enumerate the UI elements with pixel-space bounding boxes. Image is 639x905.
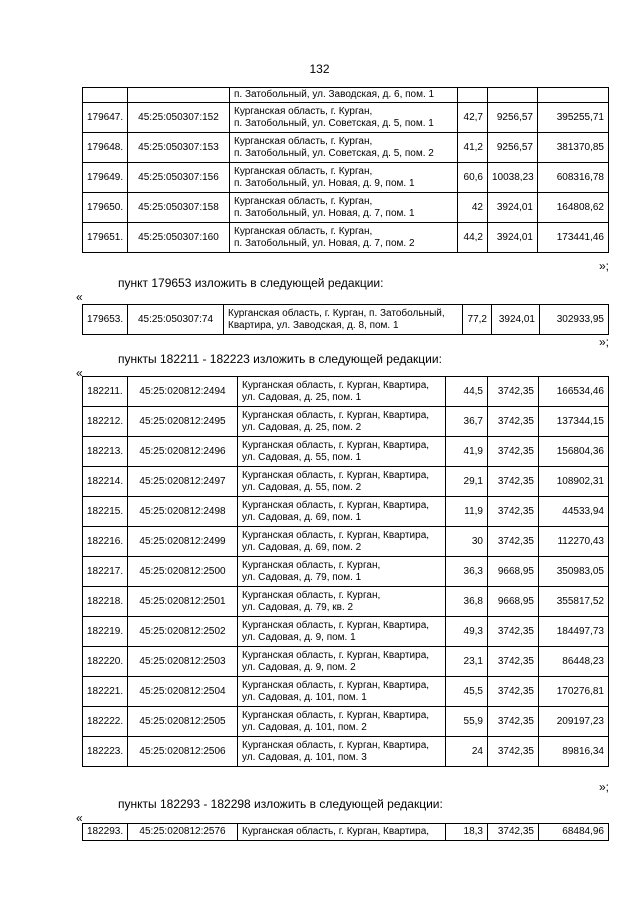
cadastral-number-cell: 45:25:020812:2502 xyxy=(128,617,238,647)
address-line: Квартира, ул. Заводская, д. 8, пом. 1 xyxy=(228,319,399,331)
address-cell xyxy=(224,305,463,335)
table-row xyxy=(83,467,609,497)
area-cell: 36,3 xyxy=(446,557,488,587)
cadastral-value-cell: 112270,43 xyxy=(539,527,609,557)
area-cell: 44,2 xyxy=(458,223,488,253)
address-line: Курганская область, г. Курган, Квартира, xyxy=(242,409,430,421)
address-cell xyxy=(238,647,446,677)
address-cell xyxy=(238,467,446,497)
row-number-cell: 182220. xyxy=(83,647,128,677)
address-line: ул. Садовая, д. 69, пом. 1 xyxy=(242,511,362,523)
closing-quote-3: »; xyxy=(599,780,610,794)
address-cell xyxy=(238,587,446,617)
cadastral-number-cell: 45:25:050307:156 xyxy=(128,163,230,193)
address-cell xyxy=(230,163,458,193)
cadastral-number-cell: 45:25:050307:152 xyxy=(128,103,230,133)
address-line: Курганская область, г. Курган, Квартира, xyxy=(242,649,430,661)
area-cell: 44,5 xyxy=(446,377,488,407)
cadastral-number-cell: 45:25:020812:2505 xyxy=(128,707,238,737)
address-line: Курганская область, г. Курган, п. Затобольный, xyxy=(228,307,445,319)
address-line: Курганская область, г. Курган, xyxy=(234,135,373,147)
row-number-cell: 179653. xyxy=(83,305,128,335)
cadastral-number-cell: 45:25:050307:74 xyxy=(128,305,224,335)
table-row xyxy=(83,587,609,617)
cadastral-number-cell: 45:25:020812:2496 xyxy=(128,437,238,467)
unit-price-cell: 9256,57 xyxy=(488,103,538,133)
row-number-cell: 182222. xyxy=(83,707,128,737)
unit-price-cell: 3742,35 xyxy=(488,617,539,647)
row-number-cell: 182218. xyxy=(83,587,128,617)
area-cell: 36,8 xyxy=(446,587,488,617)
table-row xyxy=(83,737,609,767)
unit-price-cell: 3924,01 xyxy=(488,223,538,253)
address-line: Курганская область, г. Курган, Квартира, xyxy=(242,439,430,451)
row-number-cell: 182216. xyxy=(83,527,128,557)
cadastral-number-cell: 45:25:020812:2506 xyxy=(128,737,238,767)
area-cell: 42,7 xyxy=(458,103,488,133)
row-number-cell: 182211. xyxy=(83,377,128,407)
table-row xyxy=(83,617,609,647)
unit-price-cell: 9256,57 xyxy=(488,133,538,163)
address-line: Курганская область, г. Курган, Квартира, xyxy=(242,679,430,691)
row-number-cell: 179651. xyxy=(83,223,128,253)
address-line: Курганская область, г. Курган, Квартира, xyxy=(242,739,430,751)
cadastral-value-cell: 108902,31 xyxy=(539,467,609,497)
table-row xyxy=(83,163,609,193)
table-row xyxy=(83,193,609,223)
unit-price-cell: 3742,35 xyxy=(488,497,539,527)
table-row xyxy=(83,133,609,163)
row-number-cell: 182217. xyxy=(83,557,128,587)
address-line: ул. Садовая, д. 101, пом. 2 xyxy=(242,721,367,733)
section-heading-3: пункты 182293 - 182298 изложить в следующей редакции: xyxy=(118,797,443,811)
address-line: Курганская область, г. Курган, Квартира, xyxy=(242,499,430,511)
address-cell xyxy=(230,193,458,223)
cadastral-value-cell: 44533,94 xyxy=(539,497,609,527)
address-line: ул. Садовая, д. 79, пом. 1 xyxy=(242,571,362,583)
unit-price-cell: 3742,35 xyxy=(488,707,539,737)
closing-quote-2: »; xyxy=(599,335,610,349)
area-cell: 24 xyxy=(446,737,488,767)
address-cell xyxy=(238,557,446,587)
cadastral-value-cell: 156804,36 xyxy=(539,437,609,467)
opening-quote-1: « xyxy=(76,290,83,304)
address-line: ул. Садовая, д. 25, пом. 1 xyxy=(242,391,362,403)
address-cell xyxy=(238,377,446,407)
address-line: ул. Садовая, д. 101, пом. 3 xyxy=(242,751,367,763)
address-cell xyxy=(238,437,446,467)
cadastral-number-cell: 45:25:020812:2576 xyxy=(128,824,238,841)
cadastral-number-cell: 45:25:020812:2497 xyxy=(128,467,238,497)
unit-price-cell: 9668,95 xyxy=(488,557,539,587)
address-cell xyxy=(238,407,446,437)
address-line: Курганская область, г. Курган, Квартира, xyxy=(242,709,430,721)
page-number: 132 xyxy=(309,62,330,76)
unit-price-cell: 3742,35 xyxy=(488,824,539,841)
section-heading-2: пункты 182211 - 182223 изложить в следующей редакции: xyxy=(118,352,442,366)
area-cell: 11,9 xyxy=(446,497,488,527)
unit-price-cell: 3742,35 xyxy=(488,437,539,467)
address-line: Курганская область, г. Курган, Квартира, xyxy=(242,379,430,391)
unit-price-cell: 10038,23 xyxy=(488,163,538,193)
address-cell xyxy=(230,133,458,163)
cadastral-number-cell: 45:25:020812:2499 xyxy=(128,527,238,557)
unit-price-cell: 3742,35 xyxy=(488,467,539,497)
cadastral-number-cell: 45:25:020812:2494 xyxy=(128,377,238,407)
address-line: Курганская область, г. Курган, Квартира, xyxy=(242,619,430,631)
address-cell xyxy=(238,707,446,737)
table-3 xyxy=(82,376,609,767)
cadastral-number-cell: 45:25:020812:2500 xyxy=(128,557,238,587)
cadastral-number-cell: 45:25:020812:2498 xyxy=(128,497,238,527)
cadastral-number-cell xyxy=(128,88,230,103)
table-row xyxy=(83,557,609,587)
cadastral-value-cell: 395255,71 xyxy=(538,103,609,133)
cadastral-value-cell: 355817,52 xyxy=(539,587,609,617)
table-row xyxy=(83,527,609,557)
cadastral-value-cell: 173441,46 xyxy=(538,223,609,253)
unit-price-cell: 3742,35 xyxy=(488,737,539,767)
cadastral-value-cell: 381370,85 xyxy=(538,133,609,163)
address-line: Курганская область, г. Курган, xyxy=(234,105,373,117)
cadastral-value-cell: 209197,23 xyxy=(539,707,609,737)
address-cell xyxy=(238,617,446,647)
row-number-cell: 182213. xyxy=(83,437,128,467)
address-cell xyxy=(230,223,458,253)
table-row xyxy=(83,824,609,841)
section-heading-1: пункт 179653 изложить в следующей редакции: xyxy=(118,276,384,290)
row-number-cell: 182212. xyxy=(83,407,128,437)
address-line: Курганская область, г. Курган, Квартира, xyxy=(242,469,430,481)
cadastral-value-cell: 89816,34 xyxy=(539,737,609,767)
table-row xyxy=(83,677,609,707)
area-cell xyxy=(458,88,488,103)
area-cell: 42 xyxy=(458,193,488,223)
row-number-cell: 182219. xyxy=(83,617,128,647)
row-number-cell: 179650. xyxy=(83,193,128,223)
unit-price-cell: 3742,35 xyxy=(488,527,539,557)
area-cell: 41,9 xyxy=(446,437,488,467)
table-2 xyxy=(82,304,609,335)
cadastral-number-cell: 45:25:020812:2503 xyxy=(128,647,238,677)
area-cell: 55,9 xyxy=(446,707,488,737)
unit-price-cell xyxy=(488,88,538,103)
address-line: ул. Садовая, д. 9, пом. 2 xyxy=(242,661,356,673)
unit-price-cell: 3742,35 xyxy=(488,407,539,437)
row-number-cell: 179648. xyxy=(83,133,128,163)
address-line: Курганская область, г. Курган, Квартира, xyxy=(242,826,430,837)
row-number-cell: 182215. xyxy=(83,497,128,527)
table-1 xyxy=(82,87,609,253)
cadastral-value-cell: 350983,05 xyxy=(539,557,609,587)
row-number-cell: 182223. xyxy=(83,737,128,767)
cadastral-number-cell: 45:25:020812:2501 xyxy=(128,587,238,617)
table-row xyxy=(83,707,609,737)
area-cell: 36,7 xyxy=(446,407,488,437)
cadastral-number-cell: 45:25:050307:153 xyxy=(128,133,230,163)
table-row xyxy=(83,497,609,527)
address-line: ул. Садовая, д. 101, пом. 1 xyxy=(242,691,367,703)
address-line: п. Затобольный, ул. Новая, д. 7, пом. 1 xyxy=(234,207,415,219)
cadastral-value-cell: 170276,81 xyxy=(539,677,609,707)
table-row xyxy=(83,305,609,335)
opening-quote-3: « xyxy=(76,811,83,825)
table-row xyxy=(83,223,609,253)
table-row xyxy=(83,407,609,437)
area-cell: 45,5 xyxy=(446,677,488,707)
table-row xyxy=(83,647,609,677)
address-line: ул. Садовая, д. 55, пом. 2 xyxy=(242,481,362,493)
address-cell xyxy=(230,88,458,103)
address-line: ул. Садовая, д. 25, пом. 2 xyxy=(242,421,362,433)
unit-price-cell: 3924,01 xyxy=(488,193,538,223)
area-cell: 49,3 xyxy=(446,617,488,647)
cadastral-value-cell: 137344,15 xyxy=(539,407,609,437)
cadastral-value-cell xyxy=(538,88,609,103)
row-number-cell: 182221. xyxy=(83,677,128,707)
address-line: Курганская область, г. Курган, xyxy=(242,559,381,571)
address-cell xyxy=(238,737,446,767)
cadastral-value-cell: 164808,62 xyxy=(538,193,609,223)
address-cell xyxy=(238,497,446,527)
unit-price-cell: 3742,35 xyxy=(488,677,539,707)
address-line: Курганская область, г. Курган, xyxy=(234,165,373,177)
closing-quote-1: »; xyxy=(599,259,610,273)
cadastral-value-cell: 86448,23 xyxy=(539,647,609,677)
table-4 xyxy=(82,823,609,841)
opening-quote-2: « xyxy=(76,366,83,380)
table-row xyxy=(83,88,609,103)
address-line: п. Затобольный, ул. Новая, д. 9, пом. 1 xyxy=(234,177,415,189)
cadastral-number-cell: 45:25:050307:160 xyxy=(128,223,230,253)
row-number-cell: 179647. xyxy=(83,103,128,133)
unit-price-cell: 9668,95 xyxy=(488,587,539,617)
address-cell xyxy=(238,527,446,557)
row-number-cell: 179649. xyxy=(83,163,128,193)
cadastral-value-cell: 166534,46 xyxy=(539,377,609,407)
area-cell: 30 xyxy=(446,527,488,557)
cadastral-number-cell: 45:25:050307:158 xyxy=(128,193,230,223)
cadastral-number-cell: 45:25:020812:2495 xyxy=(128,407,238,437)
area-cell: 29,1 xyxy=(446,467,488,497)
row-number-cell xyxy=(83,88,128,103)
address-line: Курганская область, г. Курган, xyxy=(234,195,373,207)
cadastral-value-cell: 184497,73 xyxy=(539,617,609,647)
area-cell: 18,3 xyxy=(446,824,488,841)
table-row xyxy=(83,437,609,467)
address-line: Курганская область, г. Курган, xyxy=(234,225,373,237)
address-line: ул. Садовая, д. 79, кв. 2 xyxy=(242,601,354,613)
unit-price-cell: 3924,01 xyxy=(492,305,540,335)
address-line: Курганская область, г. Курган, xyxy=(242,589,381,601)
address-line: п. Затобольный, ул. Советская, д. 5, пом. 1 xyxy=(234,117,434,129)
table-row xyxy=(83,377,609,407)
area-cell: 41,2 xyxy=(458,133,488,163)
unit-price-cell: 3742,35 xyxy=(488,377,539,407)
address-line: п. Затобольный, ул. Советская, д. 5, пом. 2 xyxy=(234,147,434,159)
row-number-cell: 182214. xyxy=(83,467,128,497)
cadastral-number-cell: 45:25:020812:2504 xyxy=(128,677,238,707)
address-line: п. Затобольный, ул. Новая, д. 7, пом. 2 xyxy=(234,237,415,249)
area-cell: 60,6 xyxy=(458,163,488,193)
unit-price-cell: 3742,35 xyxy=(488,647,539,677)
cadastral-value-cell: 608316,78 xyxy=(538,163,609,193)
address-cell xyxy=(230,103,458,133)
address-line: ул. Садовая, д. 9, пом. 1 xyxy=(242,631,356,643)
cadastral-value-cell: 302933,95 xyxy=(540,305,609,335)
address-cell xyxy=(238,824,446,841)
row-number-cell: 182293. xyxy=(83,824,128,841)
cadastral-value-cell: 68484,96 xyxy=(539,824,609,841)
address-cell xyxy=(238,677,446,707)
address-line: п. Затобольный, ул. Заводская, д. 6, пом. 1 xyxy=(234,89,435,100)
address-line: Курганская область, г. Курган, Квартира, xyxy=(242,529,430,541)
area-cell: 23,1 xyxy=(446,647,488,677)
address-line: ул. Садовая, д. 55, пом. 1 xyxy=(242,451,362,463)
area-cell: 77,2 xyxy=(463,305,492,335)
address-line: ул. Садовая, д. 69, пом. 2 xyxy=(242,541,362,553)
table-row xyxy=(83,103,609,133)
